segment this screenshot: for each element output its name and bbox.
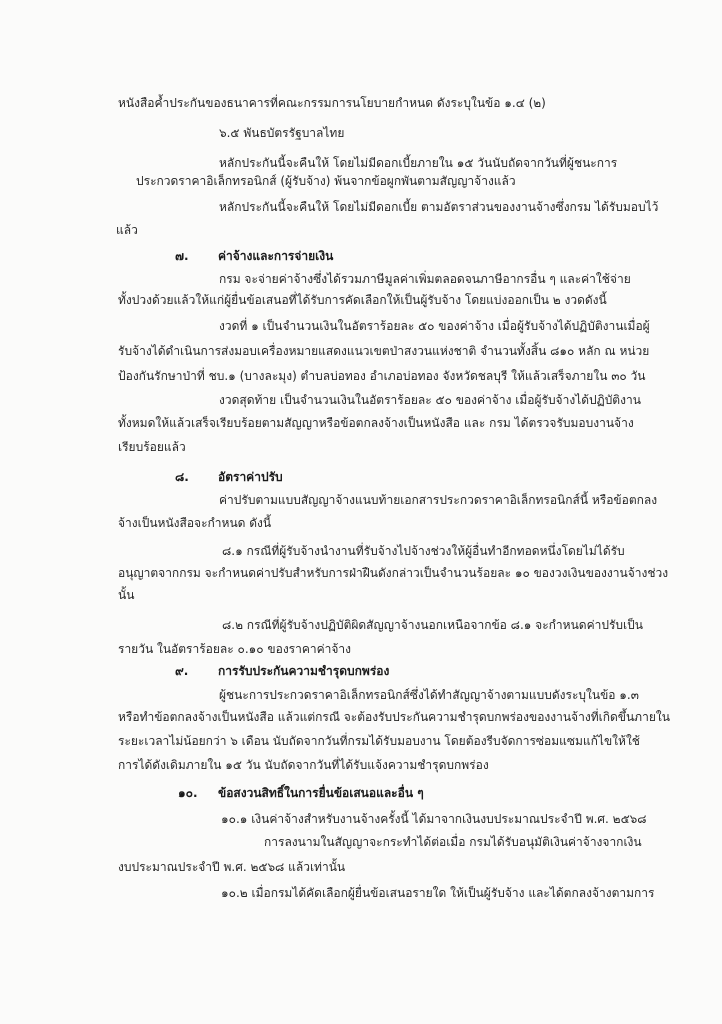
- section-8-number: ๘.: [175, 470, 189, 484]
- text-line: ผู้ชนะการประกวดราคาอิเล็กทรอนิกส์ซึ่งได้ทำสัญญาจ้างตามแบบดังระบุในข้อ ๑.๓: [219, 688, 639, 702]
- text-line: งบประมาณประจำปี พ.ศ. ๒๕๖๘ แล้วเท่านั้น: [118, 860, 346, 874]
- text-line: การลงนามในสัญญาจะกระทำได้ต่อเมื่อ กรมได้รับอนุมัติเงินค่าจ้างจากเงิน: [264, 835, 642, 849]
- text-line: รับจ้างได้ดำเนินการส่งมอบเครื่องหมายแสดงแนวเขตป่าสงวนแห่งชาติ จำนวนทั้งสิ้น ๘๑๐ หลัก ณ หน่วย: [118, 344, 650, 358]
- section-7-number: ๗.: [175, 249, 189, 263]
- text-line: หลักประกันนี้จะคืนให้ โดยไม่มีดอกเบี้ย ตามอัตราส่วนของงานจ้างซึ่งกรม ได้รับมอบไว้: [219, 200, 659, 214]
- text-line: ประกวดราคาอิเล็กทรอนิกส์ (ผู้รับจ้าง) พ้นจากข้อผูกพันตามสัญญาจ้างแล้ว: [136, 174, 516, 188]
- subsection-6-5: ๖.๕ พันธบัตรรัฐบาลไทย: [219, 126, 345, 140]
- text-line: รายวัน ในอัตราร้อยละ ๐.๑๐ ของราคาค่าจ้าง: [118, 642, 352, 656]
- text-line: กรม จะจ่ายค่าจ้างซึ่งได้รวมภาษีมูลค่าเพิ่มตลอดจนภาษีอากรอื่น ๆ และค่าใช้จ่าย: [219, 272, 631, 286]
- text-line: หนังสือค้ำประกันของธนาคารที่คณะกรรมการนโยบายกำหนด ดังระบุในข้อ ๑.๔ (๒): [118, 96, 546, 110]
- text-line: ทั้งปวงด้วยแล้วให้แก่ผู้ยื่นข้อเสนอที่ได้รับการคัดเลือกให้เป็นผู้รับจ้าง โดยแบ่งออกเป็น ๒ งวดดังนี้: [118, 293, 607, 307]
- section-9-heading: การรับประกันความชำรุดบกพร่อง: [218, 664, 390, 678]
- text-line: แล้ว: [116, 223, 138, 237]
- subsection-10-1: ๑๐.๑ เงินค่าจ้างสำหรับงานจ้างครั้งนี้ ได้มาจากเงินงบประมาณประจำปี พ.ศ. ๒๕๖๘: [221, 812, 647, 826]
- text-line: เรียบร้อยแล้ว: [118, 440, 186, 454]
- text-line: ป้องกันรักษาป่าที่ ชบ.๑ (บางละมุง) ตำบลบ่อทอง อำเภอบ่อทอง จังหวัดชลบุรี ให้แล้วเสร็จภายใน ๓๐ วัน: [118, 369, 646, 383]
- section-8-heading: อัตราค่าปรับ: [218, 470, 283, 484]
- text-line: ทั้งหมดให้แล้วเสร็จเรียบร้อยตามสัญญาหรือข้อตกลงจ้างเป็นหนังสือ และ กรม ได้ตรวจรับมอบงานจ้าง: [118, 416, 634, 430]
- text-line: หลักประกันนี้จะคืนให้ โดยไม่มีดอกเบี้ยภายใน ๑๕ วันนับถัดจากวันที่ผู้ชนะการ: [219, 156, 618, 170]
- text-line: การได้ดังเดิมภายใน ๑๕ วัน นับถัดจากวันที่ได้รับแจ้งความชำรุดบกพร่อง: [118, 758, 489, 772]
- text-line: งวดที่ ๑ เป็นจำนวนเงินในอัตราร้อยละ ๕๐ ของค่าจ้าง เมื่อผู้รับจ้างได้ปฏิบัติงานเมื่อผู้: [219, 319, 650, 333]
- subsection-10-2: ๑๐.๒ เมื่อกรมได้คัดเลือกผู้ยื่นข้อเสนอรายใด ให้เป็นผู้รับจ้าง และได้ตกลงจ้างตามการ: [221, 886, 655, 900]
- subsection-8-1: ๘.๑ กรณีที่ผู้รับจ้างนำงานที่รับจ้างไปจ้างช่วงให้ผู้อื่นทำอีกทอดหนึ่งโดยไม่ได้รับ: [222, 544, 625, 558]
- text-line: จ้างเป็นหนังสือจะกำหนด ดังนี้: [118, 516, 272, 530]
- section-7-heading: ค่าจ้างและการจ่ายเงิน: [218, 249, 334, 263]
- section-10-number: ๑๐.: [178, 786, 198, 800]
- text-line: งวดสุดท้าย เป็นจำนวนเงินในอัตราร้อยละ ๕๐ ของค่าจ้าง เมื่อผู้รับจ้างได้ปฏิบัติงาน: [219, 393, 641, 407]
- text-line: หรือทำข้อตกลงจ้างเป็นหนังสือ แล้วแต่กรณี จะต้องรับประกันความชำรุดบกพร่องของงานจ้างที่เกิดขึ้นภายใน: [118, 710, 670, 724]
- text-line: ระยะเวลาไม่น้อยกว่า ๖ เดือน นับถัดจากวันที่กรมได้รับมอบงาน โดยต้องรีบจัดการซ่อมแซมแก้ไขให้ใช้: [118, 734, 640, 748]
- text-line: อนุญาตจากกรม จะกำหนดค่าปรับสำหรับการฝ่าฝืนดังกล่าวเป็นจำนวนร้อยละ ๑๐ ของวงเงินของงานจ้างช่วง: [118, 566, 669, 580]
- text-line: นั้น: [118, 588, 135, 602]
- section-10-heading: ข้อสงวนสิทธิ์ในการยื่นข้อเสนอและอื่น ๆ: [218, 786, 424, 800]
- section-9-number: ๙.: [175, 664, 189, 678]
- subsection-8-2: ๘.๒ กรณีที่ผู้รับจ้างปฏิบัติผิดสัญญาจ้างนอกเหนือจากข้อ ๘.๑ จะกำหนดค่าปรับเป็น: [222, 618, 643, 632]
- text-line: ค่าปรับตามแบบสัญญาจ้างแนบท้ายเอกสารประกวดราคาอิเล็กทรอนิกส์นี้ หรือข้อตกลง: [219, 493, 658, 507]
